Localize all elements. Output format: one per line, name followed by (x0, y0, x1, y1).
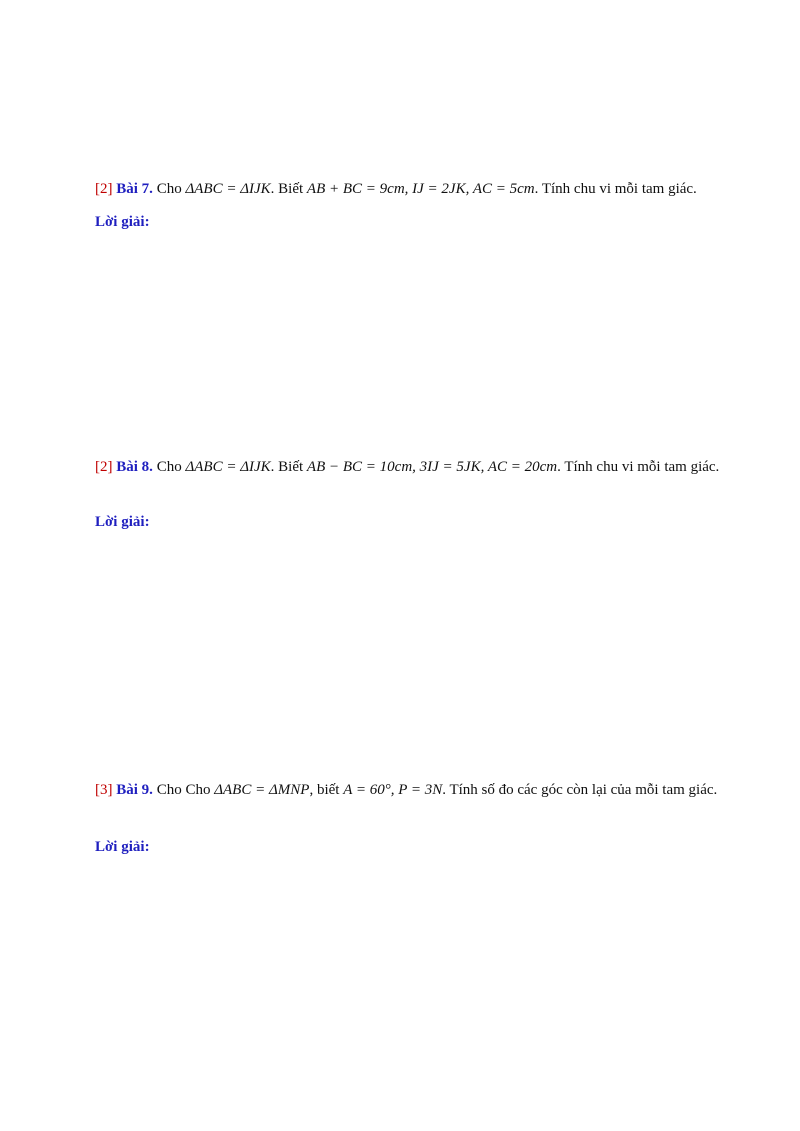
given-statement: ΔABC = ΔIJK (185, 459, 271, 475)
solution-label: Lời giải: (95, 214, 150, 230)
conditions: AB − BC = 10cm, 3IJ = 5JK, AC = 20cm (306, 459, 558, 475)
solution-label: Lời giải: (95, 514, 150, 530)
solution-label: Lời giải: (95, 839, 150, 855)
know-label: , biết (309, 782, 340, 798)
problem-number: Bài 9. (116, 782, 153, 798)
problem-7 (95, 176, 763, 202)
task-text: . Tính chu vi mỗi tam giác. (534, 181, 697, 197)
conditions: AB + BC = 9cm, IJ = 2JK, AC = 5cm (306, 181, 535, 197)
know-label: . Biết (270, 459, 304, 475)
problem-lead: Cho (156, 181, 182, 197)
problem-9 (95, 777, 763, 803)
know-label: . Biết (270, 181, 304, 197)
difficulty-tag: [2] (95, 459, 113, 475)
problem-lead: Cho Cho (156, 782, 211, 798)
task-text: . Tính chu vi mỗi tam giác. (557, 459, 720, 475)
problem-number: Bài 8. (116, 459, 153, 475)
difficulty-tag: [2] (95, 181, 113, 197)
difficulty-tag: [3] (95, 782, 113, 798)
conditions: A = 60°, P = 3N (343, 782, 443, 798)
problem-number: Bài 7. (116, 181, 153, 197)
problem-lead: Cho (156, 459, 182, 475)
given-statement: ΔABC = ΔMNP (214, 782, 310, 798)
given-statement: ΔABC = ΔIJK (185, 181, 271, 197)
task-text: . Tính số đo các góc còn lại của mỗi tam giác. (442, 782, 718, 798)
problem-8 (95, 454, 763, 480)
